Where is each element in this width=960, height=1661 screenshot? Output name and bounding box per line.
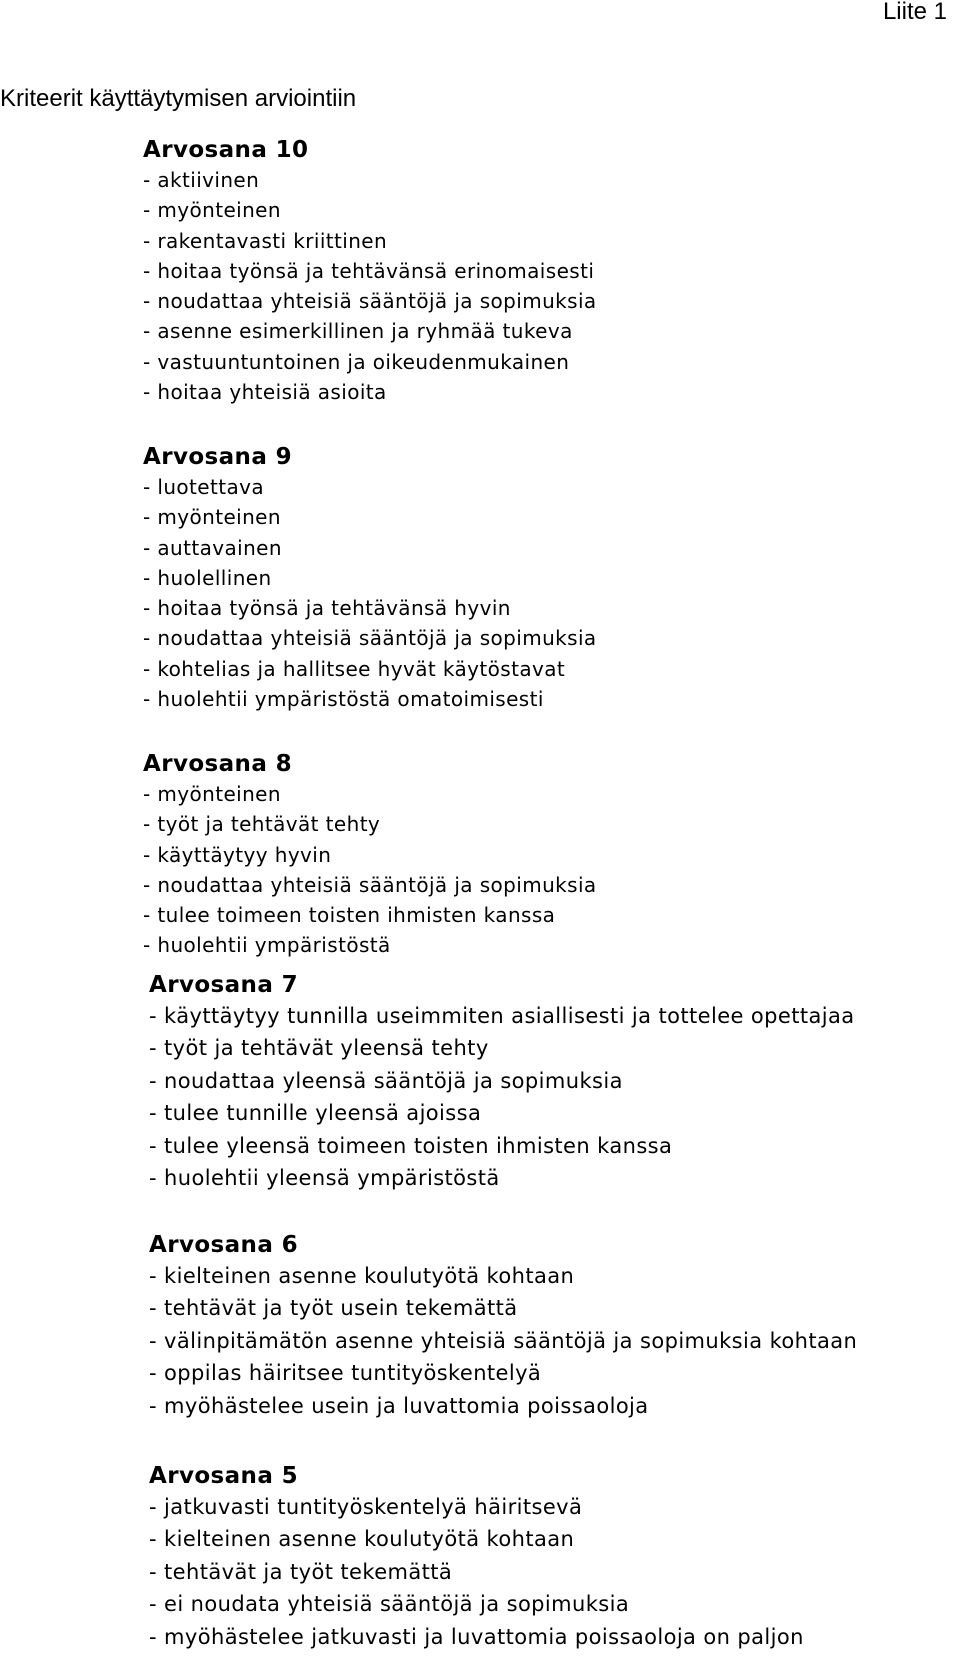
criteria-item: - käyttäytyy hyvin xyxy=(143,842,332,867)
criteria-item: - käyttäytyy tunnilla useimmiten asiallisesti ja tottelee opettajaa xyxy=(149,1004,855,1028)
grade-section-10 xyxy=(143,135,597,407)
criteria-item: - aktiivinen xyxy=(143,168,260,192)
criteria-item: - työt ja tehtävät tehty xyxy=(143,812,381,837)
criteria-item: - tulee tunnille yleensä ajoissa xyxy=(149,1101,482,1126)
criteria-item: - huolehtii ympäristöstä xyxy=(143,933,391,957)
page-label: Liite 1 xyxy=(882,0,947,25)
criteria-item: - hoitaa työnsä ja tehtävänsä hyvin xyxy=(143,596,511,621)
criteria-item: - noudattaa yhteisiä sääntöjä ja sopimuksia xyxy=(143,289,597,314)
criteria-list xyxy=(149,1000,855,1194)
criteria-item: - huolehtii ympäristöstä omatoimisesti xyxy=(143,687,544,712)
criteria-list xyxy=(143,472,597,714)
grade-section-7 xyxy=(149,970,855,1194)
grade-section-5 xyxy=(149,1461,804,1653)
grade-heading: Arvosana 10 xyxy=(143,137,309,163)
criteria-item: - jatkuvasti tuntityöskentelyä häiritsevä xyxy=(149,1495,583,1519)
criteria-item: - luotettava xyxy=(143,475,265,499)
grade-heading: Arvosana 9 xyxy=(143,444,293,470)
criteria-item: - tulee toimeen toisten ihmisten kanssa xyxy=(143,903,556,928)
criteria-item: - vastuuntuntoinen ja oikeudenmukainen xyxy=(143,349,570,374)
criteria-item: - noudattaa yleensä sääntöjä ja sopimuksia xyxy=(149,1068,623,1093)
criteria-item: - huolellinen xyxy=(143,565,272,590)
criteria-item: - kohtelias ja hallitsee hyvät käytöstavat xyxy=(143,656,566,681)
criteria-item: - huolehtii yleensä ympäristöstä xyxy=(149,1165,500,1190)
criteria-item: - auttavainen xyxy=(143,535,282,560)
criteria-list xyxy=(149,1491,804,1653)
criteria-item: - tehtävät ja työt tekemättä xyxy=(149,1559,453,1584)
criteria-item: - ei noudata yhteisiä sääntöjä ja sopimuksia xyxy=(149,1592,630,1617)
criteria-list xyxy=(143,165,597,407)
criteria-item: - kielteinen asenne koulutyötä kohtaan xyxy=(149,1527,575,1552)
document-title: Kriteerit käyttäytymisen arviointiin xyxy=(0,85,357,112)
criteria-item: - noudattaa yhteisiä sääntöjä ja sopimuksia xyxy=(143,872,597,897)
grade-section-8 xyxy=(143,749,597,957)
criteria-item: - työt ja tehtävät yleensä tehty xyxy=(149,1036,489,1061)
criteria-item: - välinpitämätön asenne yhteisiä sääntöjä ja sopimuksia kohtaan xyxy=(149,1328,858,1353)
criteria-item: - myönteinen xyxy=(143,198,281,223)
criteria-item: - hoitaa työnsä ja tehtävänsä erinomaisesti xyxy=(143,258,595,283)
grade-heading: Arvosana 6 xyxy=(149,1232,299,1258)
criteria-item: - tulee yleensä toimeen toisten ihmisten kanssa xyxy=(149,1133,673,1158)
criteria-item: - noudattaa yhteisiä sääntöjä ja sopimuksia xyxy=(143,626,597,651)
grade-heading: Arvosana 8 xyxy=(143,751,293,777)
criteria-list xyxy=(149,1260,857,1422)
criteria-item: - myöhästelee usein ja luvattomia poissaoloja xyxy=(149,1393,649,1418)
criteria-item: - rakentavasti kriittinen xyxy=(143,228,388,253)
criteria-item: - tehtävät ja työt usein tekemättä xyxy=(149,1296,518,1321)
grade-section-9 xyxy=(143,442,597,714)
criteria-item: - oppilas häiritsee tuntityöskentelyä xyxy=(149,1361,542,1386)
grade-section-6 xyxy=(149,1230,857,1422)
grade-heading: Arvosana 7 xyxy=(149,972,299,998)
criteria-item: - asenne esimerkillinen ja ryhmää tukeva xyxy=(143,319,573,344)
grade-heading: Arvosana 5 xyxy=(149,1463,299,1489)
criteria-item: - myöhästelee jatkuvasti ja luvattomia poissaoloja on paljon xyxy=(149,1624,804,1649)
criteria-item: - hoitaa yhteisiä asioita xyxy=(143,380,387,405)
criteria-list xyxy=(143,779,597,957)
criteria-item: - myönteinen xyxy=(143,782,281,806)
criteria-item: - myönteinen xyxy=(143,505,281,530)
criteria-item: - kielteinen asenne koulutyötä kohtaan xyxy=(149,1264,575,1288)
